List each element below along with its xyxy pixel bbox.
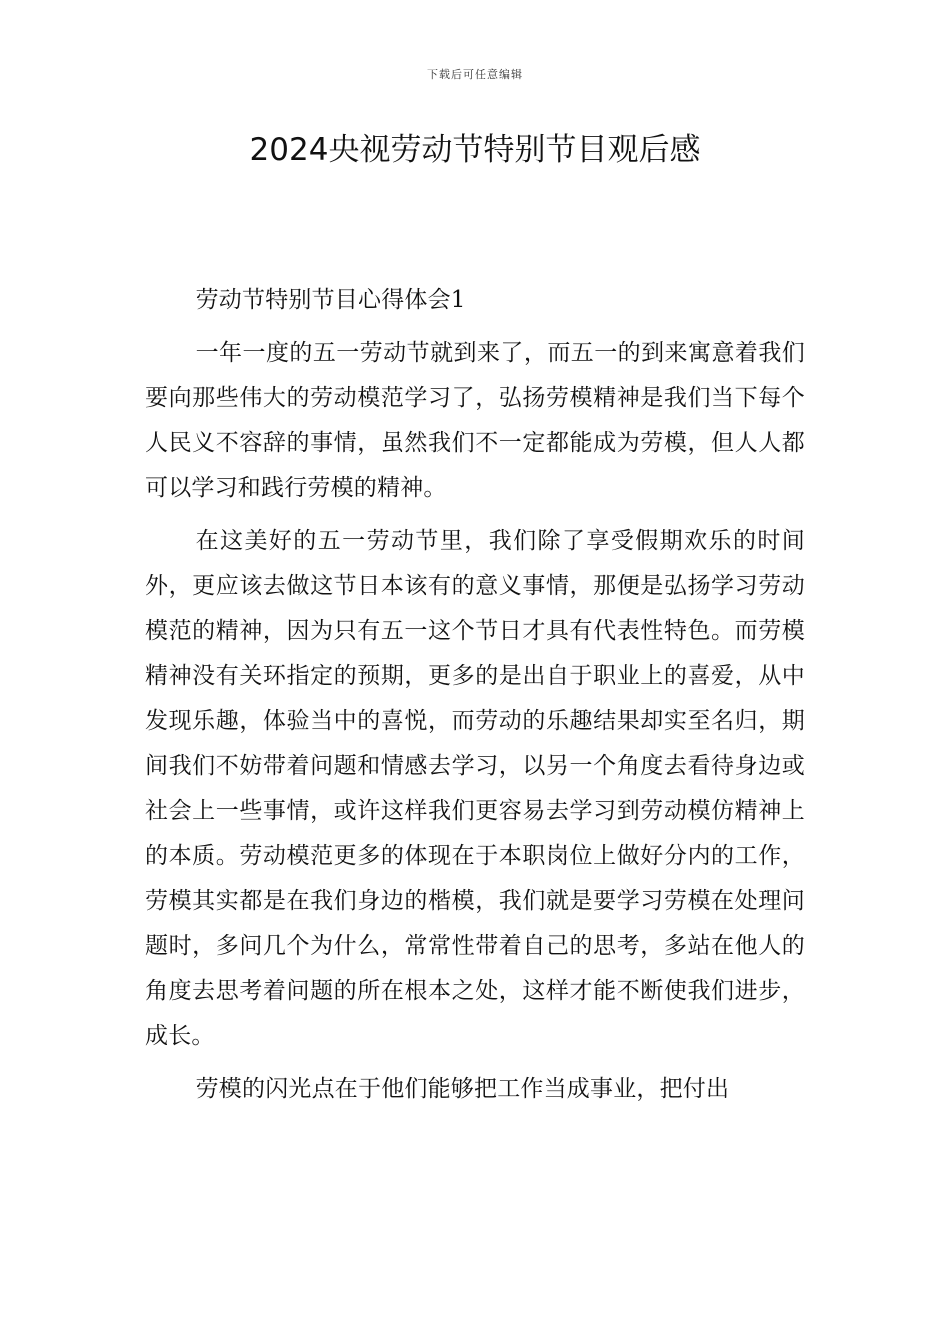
document-title: 2024央视劳动节特别节目观后感 [249, 132, 701, 168]
paragraph-3: 劳模的闪光点在于他们能够把工作当成事业，把付出 [195, 1076, 730, 1102]
section-subheading: 劳动节特别节目心得体会1 [195, 287, 466, 313]
document-body [145, 278, 805, 1120]
paragraph-2: 在这美好的五一劳动节里，我们除了享受假期欢乐的时间外，更应该去做这节日本该有的意义事情，那便是弘扬学习劳动模范的精神，因为只有五一这个节日才具有代表性特色。而劳模精神没有关环指定的预期，更多的是出自于职业上的喜爱，从中发现乐趣，体验当中的喜悦，而劳动的乐趣结果却实至名归，期间我们不妨带着问题和情感去学习，以另一个角度去看待身边或社会上一些事情，或许这样我们更容易去学习到劳动模仿精神上的本质。劳动模范更多的体现在于本职岗位上做好分内的工作，劳模其实都是在我们身边的楷模，我们就是要学习劳模在处理问题时，多问几个为什么，常常性带着自己的思考，多站在他人的角度去思考着问题的所在根本之处，这样才能不断使我们进步，成长。 [145, 528, 805, 1049]
paragraph-1: 一年一度的五一劳动节就到来了，而五一的到来寓意着我们要向那些伟大的劳动模范学习了，弘扬劳模精神是我们当下每个人民义不容辞的事情，虽然我们不一定都能成为劳模，但人人都可以学习和践行劳模的精神。 [145, 340, 805, 501]
header-note: 下载后可任意编辑 [427, 68, 523, 81]
